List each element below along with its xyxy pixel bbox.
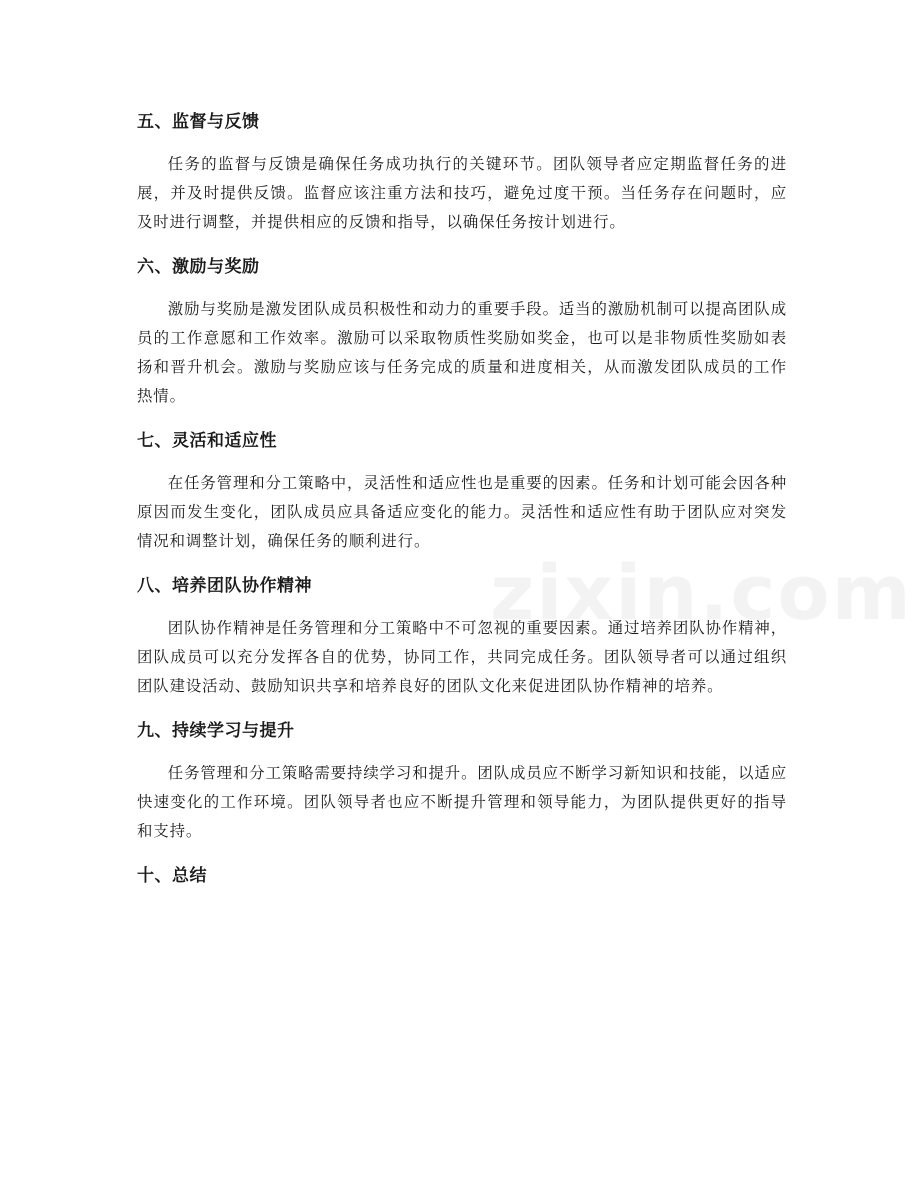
section-team-collaboration bbox=[137, 570, 787, 701]
section-heading: 十、总结 bbox=[137, 866, 207, 886]
section-summary bbox=[137, 860, 787, 892]
section-paragraph: 任务的监督与反馈是确保任务成功执行的关键环节。团队领导者应定期监督任务的进展，并及时提供反馈。监督应该注重方法和技巧，避免过度干预。当任务存在问题时，应及时进行调整，并提供相应的反馈和指导，以确保任务按计划进行。 bbox=[137, 155, 787, 231]
section-paragraph: 任务管理和分工策略需要持续学习和提升。团队成员应不断学习新知识和技能，以适应快速变化的工作环境。团队领导者也应不断提升管理和领导能力，为团队提供更好的指导和支持。 bbox=[137, 764, 787, 840]
section-paragraph: 团队协作精神是任务管理和分工策略中不可忽视的重要因素。通过培养团队协作精神，团队成员可以充分发挥各自的优势，协同工作，共同完成任务。团队领导者可以通过组织团队建设活动、鼓励知识共享和培养良好的团队文化来促进团队协作精神的培养。 bbox=[137, 619, 787, 695]
section-paragraph: 在任务管理和分工策略中，灵活性和适应性也是重要的因素。任务和计划可能会因各种原因而发生变化，团队成员应具备适应变化的能力。灵活性和适应性有助于团队应对突发情况和调整计划，确保任务的顺利进行。 bbox=[137, 474, 787, 550]
section-heading: 九、持续学习与提升 bbox=[137, 721, 295, 741]
section-motivation-rewards bbox=[137, 251, 787, 411]
section-heading: 八、培养团队协作精神 bbox=[137, 576, 312, 596]
document-body bbox=[137, 106, 787, 892]
section-supervision-feedback bbox=[137, 106, 787, 237]
section-continuous-learning bbox=[137, 715, 787, 846]
section-flexibility-adaptability bbox=[137, 425, 787, 556]
section-heading: 七、灵活和适应性 bbox=[137, 431, 277, 451]
section-paragraph: 激励与奖励是激发团队成员积极性和动力的重要手段。适当的激励机制可以提高团队成员的工作意愿和工作效率。激励可以采取物质性奖励如奖金，也可以是非物质性奖励如表扬和晋升机会。激励与奖励应该与任务完成的质量和进度相关，从而激发团队成员的工作热情。 bbox=[137, 300, 787, 405]
section-heading: 六、激励与奖励 bbox=[137, 257, 260, 277]
section-heading: 五、监督与反馈 bbox=[137, 112, 260, 132]
